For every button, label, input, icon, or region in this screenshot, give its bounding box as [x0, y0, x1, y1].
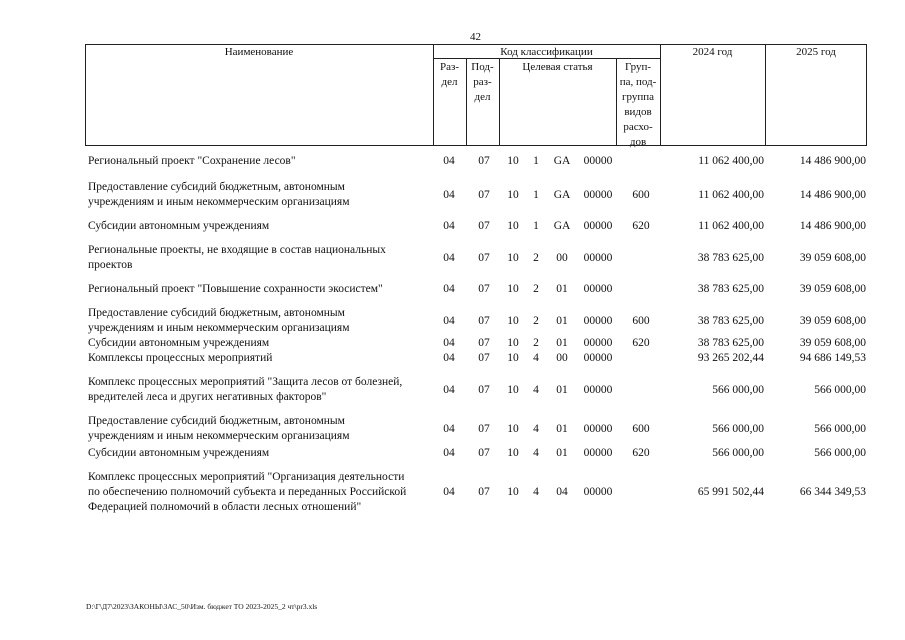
cell-rz: 04 [443, 252, 455, 264]
file-path: D:\Г\Д7\2023\ЗАКОНЫ\ЗАС_50\Изм. бюджет ТО 2023-2025_2 чт\pr3.xls [86, 602, 318, 611]
cell-vr: 620 [632, 447, 650, 459]
cell-t1: 10 [507, 486, 519, 498]
cell-t4: 00000 [583, 155, 613, 167]
table-row [88, 154, 868, 169]
cell-v2025: 566 000,00 [814, 447, 866, 459]
table-row [88, 351, 868, 366]
cell-t1: 10 [507, 447, 519, 459]
cell-v2025: 39 059 608,00 [799, 252, 866, 264]
table-row [88, 243, 868, 273]
cell-rz: 04 [443, 423, 455, 435]
page-number: 42 [470, 31, 481, 43]
cell-rz: 04 [443, 352, 455, 364]
cell-v2025: 39 059 608,00 [799, 315, 866, 327]
cell-vr: 600 [632, 423, 650, 435]
cell-t1: 10 [507, 352, 519, 364]
table-row [88, 282, 868, 297]
cell-pr: 07 [478, 315, 490, 327]
cell-v2025: 566 000,00 [814, 384, 866, 396]
header-razdel: Раз- дел [439, 61, 459, 88]
row-name: Предоставление субсидий бюджетным, автономным учреждениям и иным некоммерческим организациям [88, 181, 350, 208]
row-name: Региональный проект "Сохранение лесов" [88, 155, 296, 167]
table-row [88, 219, 868, 234]
cell-t2: 2 [533, 283, 539, 295]
row-name: Субсидии автономным учреждениям [88, 337, 270, 349]
cell-t4: 00000 [583, 486, 613, 498]
table-row [88, 414, 868, 444]
cell-v2024: 11 062 400,00 [698, 220, 764, 232]
cell-pr: 07 [478, 220, 490, 232]
cell-pr: 07 [478, 423, 490, 435]
cell-pr: 07 [478, 447, 490, 459]
table-row [88, 306, 868, 336]
cell-v2024: 38 783 625,00 [697, 315, 764, 327]
table-row [88, 446, 868, 461]
cell-v2025: 39 059 608,00 [799, 283, 866, 295]
cell-t3: 01 [556, 283, 568, 295]
cell-v2024: 11 062 400,00 [698, 189, 764, 201]
cell-t2: 4 [533, 423, 539, 435]
cell-v2025: 14 486 900,00 [799, 189, 866, 201]
cell-t4: 00000 [583, 315, 613, 327]
row-name: Региональный проект "Повышение сохранности экосистем" [88, 283, 383, 295]
cell-t3: 00 [556, 252, 568, 264]
cell-t2: 1 [533, 220, 539, 232]
cell-v2024: 566 000,00 [712, 447, 764, 459]
cell-rz: 04 [443, 337, 455, 349]
cell-t1: 10 [507, 252, 519, 264]
cell-rz: 04 [443, 447, 455, 459]
cell-v2025: 66 344 349,53 [799, 486, 866, 498]
header-podrazdel: Под- раз- дел [471, 61, 494, 103]
cell-pr: 07 [478, 384, 490, 396]
cell-t2: 2 [533, 337, 539, 349]
row-name: Комплексы процессных мероприятий [88, 352, 273, 364]
cell-t3: GA [553, 189, 571, 201]
cell-t4: 00000 [583, 352, 613, 364]
cell-t3: 00 [556, 352, 568, 364]
cell-pr: 07 [478, 189, 490, 201]
row-name: Предоставление субсидий бюджетным, автономным учреждениям и иным некоммерческим организациям [88, 307, 350, 334]
cell-v2025: 14 486 900,00 [799, 155, 866, 167]
row-name: Комплекс процессных мероприятий "Организация деятельности по обеспечению полномочий субъекта и переданных Российской Федерацией полномочий в области лесных отношений" [88, 471, 407, 513]
table-row [88, 375, 868, 405]
cell-t3: GA [553, 155, 571, 167]
cell-pr: 07 [478, 283, 490, 295]
cell-t3: GA [553, 220, 571, 232]
cell-t3: 01 [556, 384, 568, 396]
cell-t2: 4 [533, 486, 539, 498]
cell-v2024: 93 265 202,44 [697, 352, 764, 364]
cell-v2024: 38 783 625,00 [697, 283, 764, 295]
cell-pr: 07 [478, 486, 490, 498]
cell-t1: 10 [507, 423, 519, 435]
cell-t4: 00000 [583, 423, 613, 435]
cell-t2: 4 [533, 352, 539, 364]
cell-t2: 1 [533, 189, 539, 201]
cell-t2: 1 [533, 155, 539, 167]
cell-pr: 07 [478, 337, 490, 349]
cell-v2024: 566 000,00 [712, 423, 764, 435]
cell-rz: 04 [443, 189, 455, 201]
header-expense-group: Груп- па, под- группа видов расхо- дов [619, 61, 657, 148]
cell-t3: 01 [556, 447, 568, 459]
cell-pr: 07 [478, 252, 490, 264]
cell-v2024: 65 991 502,44 [697, 486, 764, 498]
cell-pr: 07 [478, 155, 490, 167]
cell-t2: 4 [533, 384, 539, 396]
row-name: Региональные проекты, не входящие в состав национальных проектов [88, 244, 386, 271]
cell-pr: 07 [478, 352, 490, 364]
cell-t1: 10 [507, 220, 519, 232]
cell-t4: 00000 [583, 384, 613, 396]
header-2025: 2025 год [796, 46, 836, 58]
row-name: Субсидии автономным учреждениям [88, 447, 270, 459]
cell-v2024: 38 783 625,00 [697, 252, 764, 264]
cell-t4: 00000 [583, 283, 613, 295]
cell-t1: 10 [507, 337, 519, 349]
row-name: Предоставление субсидий бюджетным, автономным учреждениям и иным некоммерческим организациям [88, 415, 350, 442]
cell-t3: 01 [556, 315, 568, 327]
cell-t3: 04 [556, 486, 568, 498]
cell-v2025: 566 000,00 [814, 423, 866, 435]
cell-t4: 00000 [583, 337, 613, 349]
table-row [88, 180, 868, 210]
cell-t1: 10 [507, 155, 519, 167]
cell-v2024: 38 783 625,00 [697, 337, 764, 349]
cell-t1: 10 [507, 189, 519, 201]
cell-t4: 00000 [583, 447, 613, 459]
cell-t4: 00000 [583, 252, 613, 264]
cell-t2: 4 [533, 447, 539, 459]
cell-t1: 10 [507, 315, 519, 327]
header-target-article: Целевая статья [522, 61, 593, 73]
header-name: Наименование [224, 46, 294, 58]
header-code-group: Код классификации [500, 46, 593, 58]
cell-v2025: 39 059 608,00 [799, 337, 866, 349]
cell-vr: 620 [632, 220, 650, 232]
cell-rz: 04 [443, 283, 455, 295]
cell-v2024: 11 062 400,00 [698, 155, 764, 167]
table-row [88, 470, 868, 515]
cell-v2024: 566 000,00 [712, 384, 764, 396]
cell-t3: 01 [556, 423, 568, 435]
cell-vr: 620 [632, 337, 650, 349]
cell-t4: 00000 [583, 189, 613, 201]
cell-t4: 00000 [583, 220, 613, 232]
header-2024: 2024 год [692, 46, 733, 58]
cell-t2: 2 [533, 315, 539, 327]
cell-vr: 600 [632, 189, 650, 201]
cell-t1: 10 [507, 283, 519, 295]
cell-rz: 04 [443, 220, 455, 232]
cell-t3: 01 [556, 337, 568, 349]
cell-v2025: 14 486 900,00 [799, 220, 866, 232]
cell-rz: 04 [443, 315, 455, 327]
cell-t1: 10 [507, 384, 519, 396]
table-header [85, 44, 867, 146]
cell-vr: 600 [632, 315, 650, 327]
row-name: Комплекс процессных мероприятий "Защита лесов от болезней, вредителей леса и других негативных факторов" [88, 376, 403, 403]
cell-rz: 04 [443, 384, 455, 396]
row-name: Субсидии автономным учреждениям [88, 220, 270, 232]
cell-t2: 2 [533, 252, 539, 264]
table-row [88, 336, 868, 351]
cell-rz: 04 [443, 486, 455, 498]
cell-v2025: 94 686 149,53 [799, 352, 866, 364]
cell-rz: 04 [443, 155, 455, 167]
